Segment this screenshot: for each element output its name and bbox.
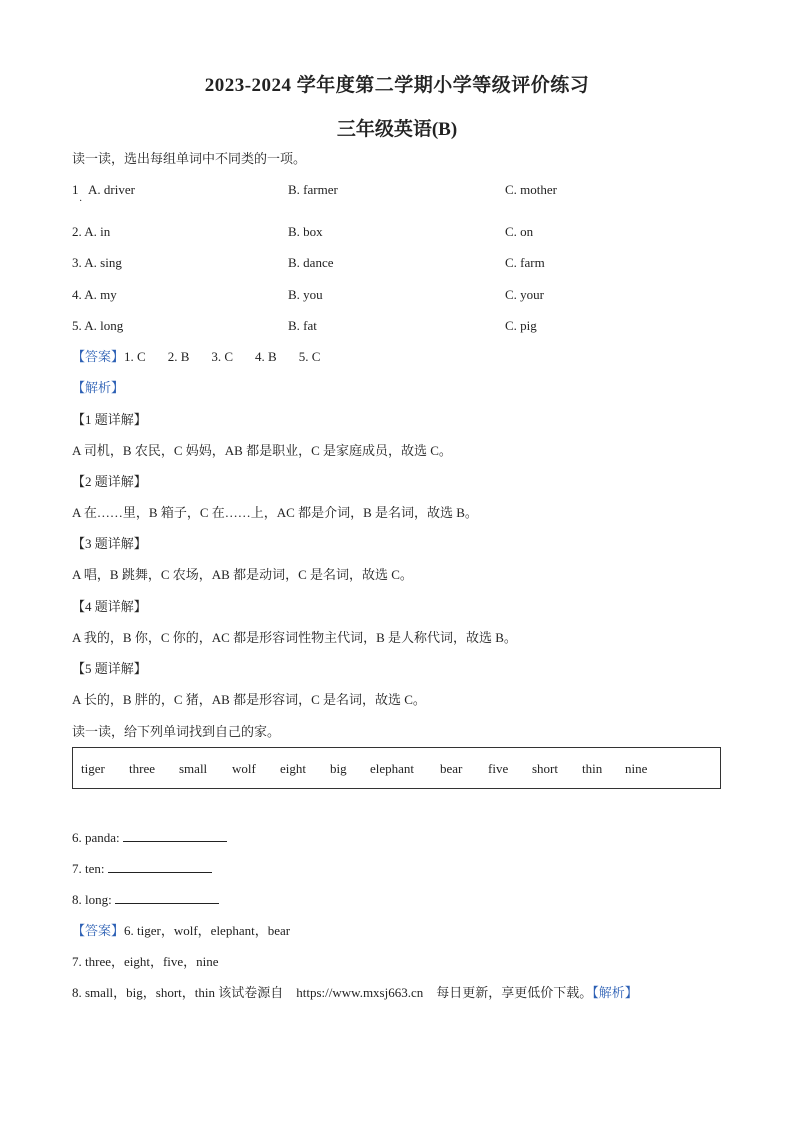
answer-item: 1. C xyxy=(124,349,146,364)
section1-instruction: 读一读，选出每组单词中不同类的一项。 xyxy=(72,151,307,166)
answer-item: 3. C xyxy=(211,349,234,364)
question-number: 1 xyxy=(72,182,79,197)
fill-question xyxy=(72,890,219,909)
word-bank-item: big xyxy=(330,761,347,776)
answer-label: 【答案】 xyxy=(72,349,125,364)
answer-text: 8. small，big，short，thin 该试卷源自 https://www.mxsj663.cn 每日更新，享更低价下载。 xyxy=(72,985,593,1000)
word-bank-item: three xyxy=(129,761,155,776)
fill-question-label: 6. panda: xyxy=(72,830,120,845)
word-bank-item: nine xyxy=(625,761,648,776)
detail-label: 【2 题详解】 xyxy=(72,474,147,489)
word-bank-item: small xyxy=(179,761,208,776)
answer-blank[interactable] xyxy=(115,890,219,904)
question-option-a: 5. A. long xyxy=(72,318,124,333)
word-bank-item: five xyxy=(488,761,509,776)
answer-line xyxy=(72,348,342,366)
detail-label: 【1 题详解】 xyxy=(72,412,147,427)
detail-label: 【5 题详解】 xyxy=(72,661,147,676)
document-title: 2023-2024 学年度第二学期小学等级评价练习 xyxy=(204,75,590,96)
fill-question xyxy=(72,828,227,847)
word-bank-item: elephant xyxy=(370,761,415,776)
fill-question-label: 8. long: xyxy=(72,892,112,907)
option-b: B. farmer xyxy=(288,182,338,197)
option-a: A. driver xyxy=(88,182,135,197)
answer-item: 4. B xyxy=(255,349,277,364)
option-b: B. fat xyxy=(288,318,317,333)
answer-blank[interactable] xyxy=(123,828,227,842)
detail-text: A 我的，B 你，C 你的，AC 都是形容词性物主代词，B 是人称代词，故选 B。 xyxy=(72,630,517,645)
option-b: B. dance xyxy=(288,255,334,270)
option-b: B. box xyxy=(288,224,323,239)
question-dot: · xyxy=(79,196,83,207)
answer-line xyxy=(72,984,638,1002)
question-option-a: 3. A. sing xyxy=(72,255,122,270)
answer-label: 【答案】 xyxy=(72,923,125,938)
word-bank-item: eight xyxy=(280,761,306,776)
fill-question xyxy=(72,859,212,878)
analysis-label: 【解析】 xyxy=(72,380,125,395)
word-bank-item: wolf xyxy=(232,761,256,776)
answer-item: 2. B xyxy=(167,349,190,364)
detail-text: A 长的，B 胖的，C 猪，AB 都是形容词，C 是名词，故选 C。 xyxy=(72,692,426,707)
option-c: C. your xyxy=(505,287,544,302)
detail-label: 【4 题详解】 xyxy=(72,599,147,614)
answer-line xyxy=(72,922,290,940)
word-bank xyxy=(72,747,721,789)
option-c: C. mother xyxy=(505,182,557,197)
word-bank-item: bear xyxy=(440,761,463,776)
option-b: B. you xyxy=(288,287,323,302)
detail-text: A 唱，B 跳舞，C 农场，AB 都是动词，C 是名词，故选 C。 xyxy=(72,567,413,582)
option-c: C. farm xyxy=(505,255,545,270)
question-option-a: 2. A. in xyxy=(72,224,111,239)
document-subtitle: 三年级英语(B) xyxy=(336,119,458,140)
option-c: C. on xyxy=(505,224,534,239)
answer-blank[interactable] xyxy=(108,859,212,873)
detail-text: A 司机，B 农民，C 妈妈，AB 都是职业，C 是家庭成员，故选 C。 xyxy=(72,443,452,458)
fill-question-label: 7. ten: xyxy=(72,861,105,876)
analysis-label: 【解析】 xyxy=(592,985,638,1000)
word-bank-item: thin xyxy=(582,761,603,776)
word-bank-item: short xyxy=(532,761,558,776)
answer-text: 7. three，eight，five，nine xyxy=(72,954,219,969)
detail-text: A 在……里，B 箱子，C 在……上，AC 都是介词，B 是名词，故选 B。 xyxy=(72,505,478,520)
section2-instruction: 读一读，给下列单词找到自己的家。 xyxy=(72,724,281,739)
answer-item: 5. C xyxy=(298,349,321,364)
word-bank-item: tiger xyxy=(81,761,105,776)
question-option-a: 4. A. my xyxy=(72,287,117,302)
detail-label: 【3 题详解】 xyxy=(72,536,147,551)
answer-text: 6. tiger，wolf，elephant，bear xyxy=(124,923,291,938)
option-c: C. pig xyxy=(505,318,537,333)
